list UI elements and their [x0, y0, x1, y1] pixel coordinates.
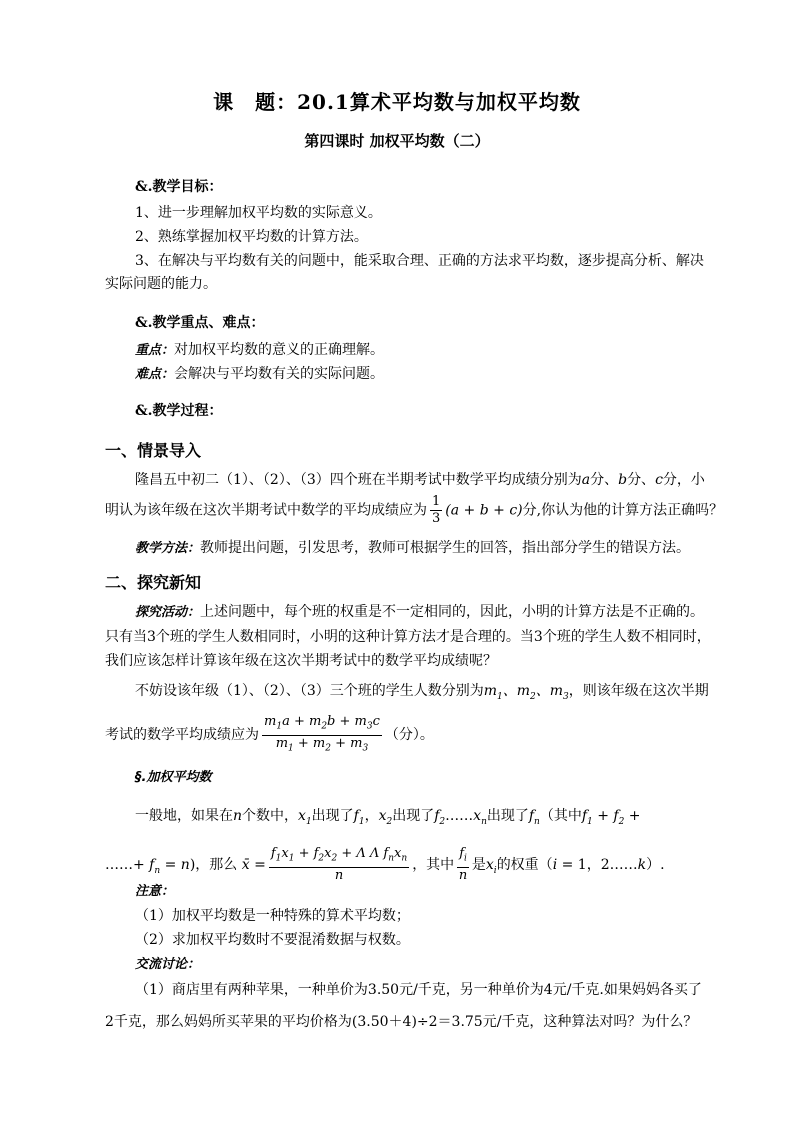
general-line2: ……+ $f_n = n$)，那么 x̄ = $\frac{f_1x_1 + f_2x_2 + \Lambda \Lambda f_nx_n}{n}$ ，其中 $\frac{f_i}{n}$ 是$x_i$的权重（i = 1，2……k）.	[105, 846, 665, 883]
key-label: 重点：	[135, 343, 175, 358]
text-span: 出现了	[311, 808, 354, 824]
text-span: 隆昌五中初二（1）、（2）、（3）四个班在半期考试中数学平均成绩分别为	[135, 472, 582, 488]
text-span: 出现了	[392, 808, 435, 824]
goal-item: 2、熟练掌握加权平均数的计算方法。	[135, 229, 368, 245]
text-span: ，那么	[195, 856, 238, 873]
text-span: 明认为该年级在这次半期考试中数学的平均成绩应为	[105, 502, 427, 519]
goals-heading: &.教学目标：	[135, 179, 223, 195]
method-text: 教师提出问题，引发思考，教师可根据学生的回答，指出部分学生的错误方法。	[200, 540, 691, 556]
text-span: ，其中	[412, 856, 455, 873]
assume-line2	[105, 714, 434, 756]
discuss-line2: 2千克，那么妈妈所买苹果的平均价格为(3.50＋4)÷2＝3.75元/千克，这种算法对吗？为什么？	[105, 1014, 698, 1030]
explore-line3: 我们应该怎样计算该年级在这次半期考试中的数学平均成绩呢？	[105, 653, 497, 669]
text-span: 注意：	[135, 884, 175, 899]
text-span: （分）。	[384, 727, 434, 744]
part2-heading: 二、探究新知	[105, 573, 202, 592]
text-span: 一般地，如果在	[135, 808, 233, 824]
discuss-line1: （1）商店里有两种苹果，一种单价为3.50元/千克，另一种单价为4元/千克.如果妈妈各买了	[135, 982, 702, 998]
diff-label: 难点：	[135, 367, 175, 382]
goal-item: 1、进一步理解加权平均数的实际意义。	[135, 205, 382, 221]
text-span: 出现了	[486, 808, 529, 824]
text-span: 分、	[627, 472, 656, 488]
process-heading: &.教学过程：	[135, 403, 223, 419]
diff-text: 会解决与平均数有关的实际问题。	[174, 366, 385, 382]
general-line1: 一般地，如果在n个数中，$x_1$出现了$f_1$，$x_2$出现了$f_2\dots\dots x_n$出现了$f_n$（其中$f_1 + f_2$ +	[135, 808, 641, 827]
difficult-point	[135, 364, 384, 385]
weighted-heading	[135, 768, 211, 788]
text-span: §.加权平均数	[135, 770, 212, 785]
text-span: （其中	[539, 808, 582, 824]
text-span: 不妨设该年级（1）、（2）、（3）三个班的学生人数分别为	[135, 683, 484, 699]
general-weighted-formula: $\frac{f_1x_1 + f_2x_2 + \Lambda \Lambda f_nx_n}{n}$	[270, 846, 408, 883]
text-span: 交流讨论：	[135, 957, 201, 972]
explore-label: 探究活动：	[135, 605, 201, 620]
lesson-title: 课 题：20.1算术平均数与加权平均数	[213, 90, 581, 114]
text-span: 分,你认为他的计算方法正确吗？	[522, 502, 724, 519]
key-text: 对加权平均数的意义的正确理解。	[174, 342, 385, 358]
text-span: 分，小	[662, 472, 705, 488]
text-span: ，则该年级在这次半期	[568, 683, 709, 699]
text-span: 分、	[590, 472, 619, 488]
keypoints-heading: &.教学重点、难点：	[135, 315, 265, 331]
weighted-mean-formula: $\frac{m_1a + m_2b + m_3c}{m_1 + m_2 + m_3}$	[264, 714, 380, 754]
method-line	[135, 538, 690, 559]
part1-line1: 隆昌五中初二（1）、（2）、（3）四个班在半期考试中数学平均成绩分别为a分、b分、c分，小	[135, 472, 705, 488]
text-span: 的权重（	[496, 856, 553, 873]
part1-heading: 一、情景导入	[105, 441, 202, 460]
explore-line2: 只有当3个班的学生人数相同时，小明的这种计算方法才是合理的。当3个班的学生人数不相同时，	[105, 629, 711, 645]
goal-item: 3、在解决与平均数有关的问题中，能采取合理、正确的方法求平均数，逐步提高分析、解决	[135, 253, 704, 269]
weight-fraction: $\frac{f_i}{n}$	[458, 846, 468, 883]
key-point	[135, 340, 384, 361]
method-label: 教学方法：	[135, 541, 201, 556]
assume-line1: 不妨设该年级（1）、（2）、（3）三个班的学生人数分别为$m_1$、$m_2$、$m_3$，则该年级在这次半期	[135, 683, 709, 702]
discuss-heading	[135, 955, 200, 975]
explore-line1	[135, 602, 704, 623]
text-span: 考试的数学平均成绩应为	[105, 727, 259, 744]
goal-item: 实际问题的能力。	[105, 276, 217, 292]
part1-line2: 明认为该年级在这次半期考试中数学的平均成绩应为 $\frac{1}{3}$ (a + b + c)分,你认为他的计算方法正确吗？	[105, 494, 724, 526]
text-span: 上述问题中，每个班的权重是不一定相同的，因此，小明的计算方法是不正确的。	[200, 604, 705, 620]
note-item: （2）求加权平均数时不要混淆数据与权数。	[135, 932, 410, 948]
text-span: 是	[471, 856, 486, 873]
lesson-subtitle: 第四课时 加权平均数（二）	[304, 132, 490, 150]
note-item: （1）加权平均数是一种特殊的算术平均数；	[135, 908, 410, 924]
note-heading	[135, 882, 174, 902]
text-span: 个数中，	[242, 808, 299, 824]
one-third-fraction: $\frac{1}{3}$	[432, 494, 441, 526]
